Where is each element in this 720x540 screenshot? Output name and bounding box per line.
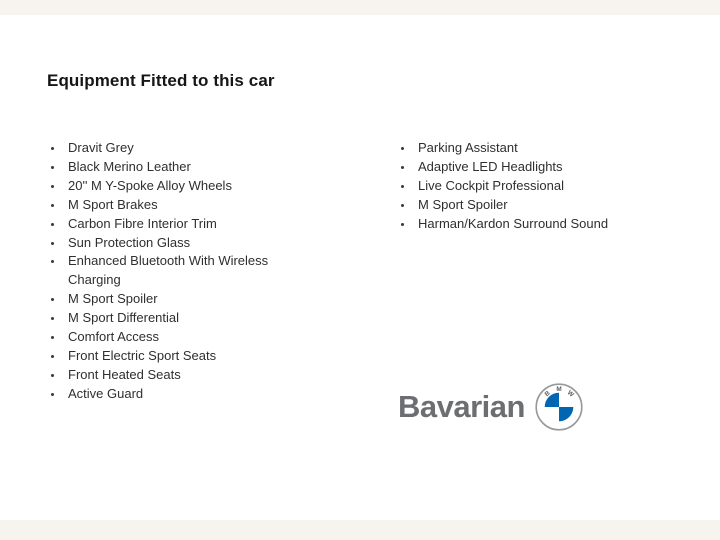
roundel-letter-w: W bbox=[565, 389, 575, 399]
equipment-item-label: Comfort Access bbox=[68, 329, 160, 345]
list-item bbox=[47, 385, 285, 404]
list-item bbox=[47, 309, 285, 328]
bullet-icon bbox=[401, 166, 404, 169]
list-item bbox=[397, 196, 659, 215]
bullet-icon bbox=[51, 393, 54, 396]
list-item bbox=[47, 196, 285, 215]
equipment-item-label: Front Electric Sport Seats bbox=[68, 347, 217, 363]
roundel-letter-m: M bbox=[556, 386, 562, 394]
equipment-item-label: Black Merino Leather bbox=[68, 158, 191, 174]
list-item bbox=[397, 215, 659, 234]
equipment-list-left bbox=[47, 139, 285, 404]
equipment-item-label: Harman/Kardon Surround Sound bbox=[418, 215, 609, 231]
bullet-icon bbox=[401, 147, 404, 150]
equipment-item-label: Carbon Fibre Interior Trim bbox=[68, 215, 217, 231]
roundel-letter-b: B bbox=[543, 389, 552, 399]
dealer-wordmark: Bavarian bbox=[398, 389, 525, 424]
equipment-item-label: Adaptive LED Headlights bbox=[418, 158, 563, 174]
list-item bbox=[47, 252, 285, 290]
bullet-icon bbox=[51, 204, 54, 207]
bullet-icon bbox=[51, 260, 54, 263]
list-item bbox=[47, 158, 285, 177]
bullet-icon bbox=[51, 147, 54, 150]
bullet-icon bbox=[51, 298, 54, 301]
equipment-item-label: Enhanced Bluetooth With Wireless Charging bbox=[68, 253, 269, 288]
list-item bbox=[397, 158, 659, 177]
list-item bbox=[47, 177, 285, 196]
equipment-item-label: M Sport Spoiler bbox=[418, 196, 508, 212]
bullet-icon bbox=[51, 223, 54, 226]
equipment-list-right bbox=[397, 139, 659, 234]
list-item bbox=[47, 366, 285, 385]
equipment-item-label: Active Guard bbox=[68, 385, 144, 401]
dealer-logo bbox=[398, 382, 583, 432]
equipment-item-label: Sun Protection Glass bbox=[68, 234, 191, 250]
list-item bbox=[47, 139, 285, 158]
list-item bbox=[47, 234, 285, 253]
page-title: Equipment Fitted to this car bbox=[47, 71, 275, 91]
list-item bbox=[397, 177, 659, 196]
bullet-icon bbox=[51, 166, 54, 169]
list-item bbox=[47, 328, 285, 347]
bullet-icon bbox=[51, 374, 54, 377]
equipment-item-label: Front Heated Seats bbox=[68, 366, 181, 382]
equipment-item-label: Dravit Grey bbox=[68, 140, 134, 155]
equipment-item-label: 20'' M Y-Spoke Alloy Wheels bbox=[68, 177, 232, 193]
equipment-item-label: M Sport Spoiler bbox=[68, 291, 158, 307]
bullet-icon bbox=[51, 185, 54, 188]
equipment-item-label: Parking Assistant bbox=[418, 140, 518, 155]
bullet-icon bbox=[51, 317, 54, 320]
bullet-icon bbox=[401, 185, 404, 188]
bullet-icon bbox=[401, 204, 404, 207]
bullet-icon bbox=[51, 336, 54, 339]
bullet-icon bbox=[51, 355, 54, 358]
list-item bbox=[47, 215, 285, 234]
equipment-item-label: M Sport Differential bbox=[68, 310, 180, 326]
letterbox-top bbox=[0, 0, 720, 15]
list-item bbox=[397, 139, 659, 158]
equipment-item-label: Live Cockpit Professional bbox=[418, 177, 564, 193]
letterbox-bottom bbox=[0, 520, 720, 540]
bullet-icon bbox=[401, 223, 404, 226]
list-item bbox=[47, 290, 285, 309]
equipment-item-label: M Sport Brakes bbox=[68, 196, 158, 212]
bmw-roundel-icon bbox=[535, 383, 583, 431]
list-item bbox=[47, 347, 285, 366]
bullet-icon bbox=[51, 242, 54, 245]
